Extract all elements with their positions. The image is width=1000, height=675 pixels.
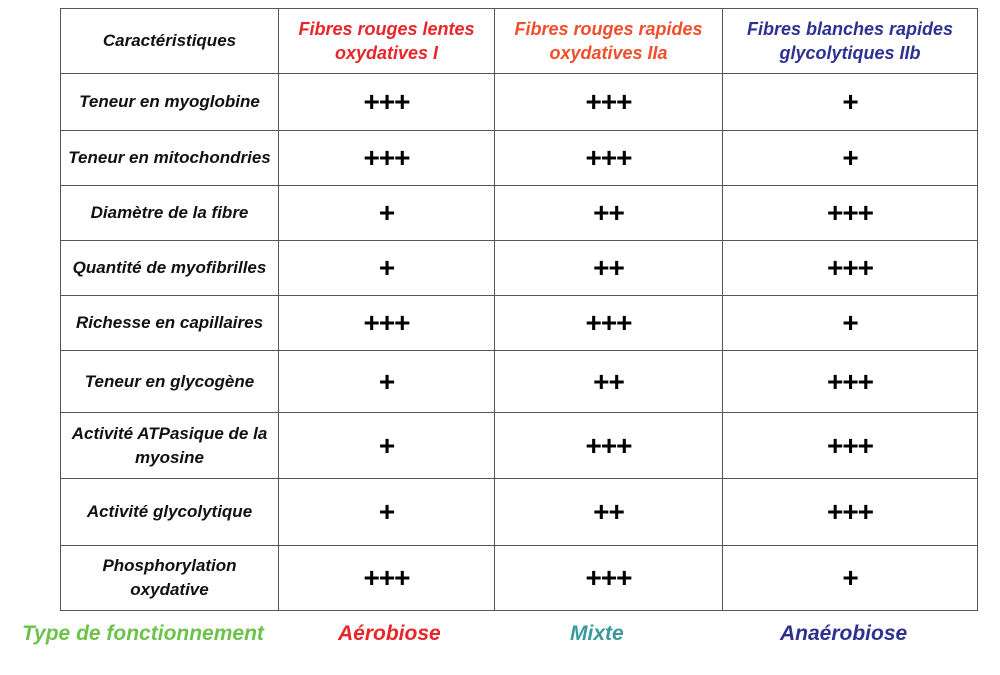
table-row	[61, 74, 978, 131]
row-value: +++	[279, 546, 495, 611]
row-label: Activité glycolytique	[61, 479, 279, 546]
row-label: Richesse en capillaires	[61, 296, 279, 351]
row-value: +++	[495, 413, 723, 479]
row-value: +++	[723, 351, 978, 413]
row-value: ++	[495, 186, 723, 241]
table-row	[61, 186, 978, 241]
table-row	[61, 351, 978, 413]
table-row	[61, 241, 978, 296]
table-row	[61, 296, 978, 351]
row-value: ++	[495, 351, 723, 413]
row-value: ++	[495, 241, 723, 296]
header-type-IIa: Fibres rouges rapides oxydatives IIa	[495, 9, 723, 74]
row-value: +++	[495, 296, 723, 351]
row-value: +	[723, 74, 978, 131]
row-value: +++	[279, 296, 495, 351]
table-row	[61, 131, 978, 186]
footer-type-IIa: Mixte	[570, 622, 624, 645]
footer-label: Type de fonctionnement	[22, 622, 264, 645]
row-value: +++	[723, 479, 978, 546]
row-value: +	[279, 479, 495, 546]
row-value: +++	[495, 131, 723, 186]
fiber-types-table	[60, 8, 978, 611]
row-label: Phosphorylation oxydative	[61, 546, 279, 611]
row-value: +++	[723, 413, 978, 479]
row-value: +	[723, 131, 978, 186]
row-label: Diamètre de la fibre	[61, 186, 279, 241]
row-value: +++	[279, 74, 495, 131]
row-value: +	[723, 546, 978, 611]
row-value: +	[723, 296, 978, 351]
row-label: Teneur en mitochondries	[61, 131, 279, 186]
row-value: +++	[723, 186, 978, 241]
footer-type-I: Aérobiose	[338, 622, 441, 645]
row-value: +	[279, 241, 495, 296]
row-label: Teneur en glycogène	[61, 351, 279, 413]
table-row	[61, 479, 978, 546]
header-characteristics: Caractéristiques	[61, 9, 279, 74]
footer-type-IIb: Anaérobiose	[780, 622, 908, 645]
row-value: +++	[723, 241, 978, 296]
header-type-IIb: Fibres blanches rapides glycolytiques IIb	[723, 9, 978, 74]
table-row	[61, 546, 978, 611]
row-label: Quantité de myofibrilles	[61, 241, 279, 296]
header-type-I: Fibres rouges lentes oxydatives I	[279, 9, 495, 74]
row-value: +	[279, 186, 495, 241]
row-value: +++	[279, 131, 495, 186]
row-value: +	[279, 351, 495, 413]
table-row	[61, 413, 978, 479]
row-value: ++	[495, 479, 723, 546]
row-value: +++	[495, 546, 723, 611]
header-row	[61, 9, 978, 74]
row-label: Teneur en myoglobine	[61, 74, 279, 131]
row-value: +++	[495, 74, 723, 131]
row-label: Activité ATPasique de la myosine	[61, 413, 279, 479]
row-value: +	[279, 413, 495, 479]
